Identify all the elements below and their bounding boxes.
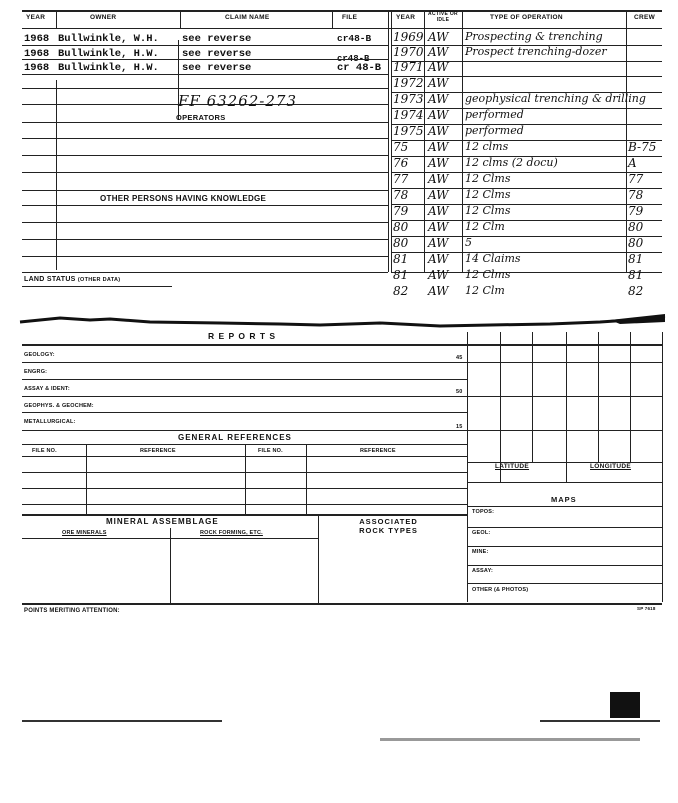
operation-year: 81 <box>393 252 409 266</box>
report-geology-label: GEOLOGY: <box>24 352 55 358</box>
operation-status: AW <box>428 124 449 138</box>
grid-line <box>630 332 631 462</box>
row-line <box>467 565 662 566</box>
operation-crew: A <box>628 156 637 170</box>
divider <box>170 528 171 604</box>
owner-row-3-claim: see reverse <box>182 62 252 74</box>
operation-type: Prospect trenching-dozer <box>465 45 607 58</box>
divider <box>388 10 389 272</box>
divider <box>56 80 57 270</box>
row-line <box>22 172 388 173</box>
col-file-header: FILE <box>342 14 358 21</box>
divider <box>467 332 468 602</box>
report-assay-label: ASSAY & IDENT: <box>24 386 70 392</box>
divider <box>86 444 87 514</box>
scan-artifact <box>380 738 640 741</box>
col-crew-header: CREW <box>634 14 656 21</box>
operation-year: 75 <box>393 140 409 154</box>
grid-line <box>467 362 662 363</box>
operation-crew: 80 <box>628 236 644 250</box>
gr-col-file-no-2: FILE NO. <box>258 448 283 454</box>
operation-type: 12 Clm <box>465 220 505 233</box>
operation-status: AW <box>428 108 449 122</box>
owner-row-3-file: cr 48-B <box>337 62 382 74</box>
divider <box>626 10 627 272</box>
operation-status: AW <box>428 92 449 106</box>
operation-status: AW <box>428 188 449 202</box>
operation-type: 12 Clms <box>465 188 511 201</box>
operation-type: performed <box>465 124 524 137</box>
rock-forming-label: ROCK FORMING, ETC. <box>200 530 263 536</box>
col-type-operation-header: TYPE OF OPERATION <box>490 14 563 21</box>
grid-line <box>566 332 567 482</box>
operation-crew: 77 <box>628 172 644 186</box>
operation-type: 12 Clms <box>465 172 511 185</box>
divider <box>424 10 425 272</box>
row-line <box>22 272 388 273</box>
mineral-assemblage-title: MINERAL ASSEMBLAGE <box>106 517 219 526</box>
grid-line <box>467 430 662 431</box>
divider <box>56 10 57 28</box>
scan-artifact <box>22 720 222 722</box>
operation-year: 1969 <box>393 30 424 44</box>
operation-crew: 81 <box>628 252 644 266</box>
operation-crew: 79 <box>628 204 644 218</box>
operation-status: AW <box>428 140 449 154</box>
scan-artifact <box>610 692 640 718</box>
operation-status: AW <box>428 204 449 218</box>
operation-type: 12 clms (2 docu) <box>465 156 558 169</box>
reports-title: R E P O R T S <box>208 331 277 341</box>
row-line <box>22 155 388 156</box>
operation-type: geophysical trenching & drilling <box>465 92 646 105</box>
row-line <box>22 514 467 516</box>
report-metallurgical-label: METALLURGICAL: <box>24 419 76 425</box>
row-line <box>22 239 388 240</box>
divider <box>306 444 307 514</box>
operation-year: 1973 <box>393 92 424 106</box>
row-line <box>22 379 467 380</box>
row-line <box>22 412 467 413</box>
divider <box>245 444 246 514</box>
operation-type: 12 Clms <box>465 204 511 217</box>
divider <box>462 10 463 272</box>
owner-row-2-year: 1968 <box>24 48 50 60</box>
row-line <box>467 527 662 528</box>
operation-type: Prospecting & trenching <box>465 30 603 43</box>
operation-status: AW <box>428 76 449 90</box>
report-geophys-label: GEOPHYS. & GEOCHEM: <box>24 403 94 409</box>
col-owner-header: OWNER <box>90 14 117 21</box>
maps-title: MAPS <box>551 495 577 504</box>
operation-type: 12 clms <box>465 140 509 153</box>
operation-status: AW <box>428 236 449 250</box>
operation-status: AW <box>428 172 449 186</box>
col-year2-header: YEAR <box>396 14 416 21</box>
land-status-label <box>24 276 120 283</box>
row-line <box>467 546 662 547</box>
divider <box>318 514 319 604</box>
gr-col-file-no-1: FILE NO. <box>32 448 57 454</box>
operation-status: AW <box>428 252 449 266</box>
points-meriting-attention-label: POINTS MERITING ATTENTION: <box>24 608 120 614</box>
maps-other-label: OTHER (& PHOTOS) <box>472 587 529 593</box>
other-persons-label: OTHER PERSONS HAVING KNOWLEDGE <box>100 194 267 203</box>
row-line <box>22 74 388 75</box>
latitude-label: LATITUDE <box>495 463 530 470</box>
operation-year: 78 <box>393 188 409 202</box>
row-line <box>22 430 467 431</box>
row-line <box>22 256 388 257</box>
operators-label: OPERATORS <box>176 113 226 122</box>
report-geology-num: 45 <box>456 355 463 361</box>
operation-type: 5 <box>465 236 472 249</box>
operation-year: 76 <box>393 156 409 170</box>
owner-row-2-claim: see reverse <box>182 48 252 60</box>
operation-status: AW <box>428 156 449 170</box>
owner-row-1-year: 1968 <box>24 33 50 45</box>
row-line <box>22 190 388 191</box>
col-active-idle-header: ACTIVE OR IDLE <box>428 11 458 23</box>
land-status-title: LAND STATUS <box>24 276 76 283</box>
ore-minerals-label: ORE MINERALS <box>62 530 107 536</box>
row-line <box>22 45 388 46</box>
row-line <box>22 88 388 89</box>
operation-crew: 78 <box>628 188 644 202</box>
torn-edge <box>20 310 665 340</box>
owner-row-2-file: cr48-B <box>337 54 370 64</box>
grid-line <box>467 482 662 483</box>
owner-row-1-owner: Bullwinkle, W.H. <box>58 33 159 45</box>
operation-type: performed <box>465 108 524 121</box>
maps-topos-label: TOPOS: <box>472 509 495 515</box>
operation-type: 12 Clm <box>465 284 505 297</box>
other-persons-underline <box>22 205 388 206</box>
grid-line <box>532 332 533 462</box>
operation-status: AW <box>428 45 449 59</box>
row-line <box>22 138 388 139</box>
operation-year: 1974 <box>393 108 424 122</box>
general-references-title: GENERAL REFERENCES <box>178 433 292 442</box>
operation-year: 82 <box>393 284 409 298</box>
operation-status: AW <box>428 220 449 234</box>
report-assay-num: 50 <box>456 389 463 395</box>
report-metallurgical-num: 15 <box>456 424 463 430</box>
operation-status: AW <box>428 268 449 282</box>
longitude-label: LONGITUDE <box>590 463 631 470</box>
divider <box>180 10 181 28</box>
header-underline <box>22 28 662 29</box>
owner-row-3-year: 1968 <box>24 62 50 74</box>
top-border <box>22 10 662 12</box>
owner-row-3-owner: Bullwinkle, H.W. <box>58 62 159 74</box>
owner-row-1-file: cr48-B <box>337 33 372 44</box>
col-year-header: YEAR <box>26 14 46 21</box>
land-status-underline <box>22 286 172 287</box>
operation-status: AW <box>428 284 449 298</box>
land-status-sub: (OTHER DATA) <box>77 277 121 283</box>
operators-underline <box>22 122 388 123</box>
owner-row-1-claim: see reverse <box>182 33 252 45</box>
operation-year: 1972 <box>393 76 424 90</box>
operation-crew: 81 <box>628 268 644 282</box>
operation-year: 1970 <box>393 45 424 59</box>
operation-year: 80 <box>393 220 409 234</box>
operation-year: 81 <box>393 268 409 282</box>
ff-number: FF 63262-273 <box>178 92 297 110</box>
operation-year: 79 <box>393 204 409 218</box>
operation-crew: 82 <box>628 284 644 298</box>
row-line <box>22 59 388 60</box>
operation-status: AW <box>428 30 449 44</box>
maps-assay-label: ASSAY: <box>472 568 494 574</box>
row-line <box>22 362 467 363</box>
operation-year: 80 <box>393 236 409 250</box>
gr-col-reference-1: REFERENCE <box>140 448 176 454</box>
operation-crew: B-75 <box>628 140 657 154</box>
associated-rock-types-title: ASSOCIATED ROCK TYPES <box>359 517 418 535</box>
divider <box>391 10 392 272</box>
operation-year: 1975 <box>393 124 424 138</box>
grid-line <box>467 396 662 397</box>
row-line <box>22 396 467 397</box>
report-engrg-label: ENGRG: <box>24 369 48 375</box>
row-line <box>467 506 662 507</box>
grid-line <box>598 332 599 462</box>
col-claim-name-header: CLAIM NAME <box>225 14 270 21</box>
row-line <box>467 583 662 584</box>
operation-year: 77 <box>393 172 409 186</box>
operation-type: 12 Clms <box>465 268 511 281</box>
operation-type: 14 Claims <box>465 252 521 265</box>
maps-mine-label: MINE: <box>472 549 489 555</box>
owner-row-2-owner: Bullwinkle, H.W. <box>58 48 159 60</box>
operation-crew: 80 <box>628 220 644 234</box>
gr-col-reference-2: REFERENCE <box>360 448 396 454</box>
divider <box>662 332 663 602</box>
bottom-border <box>22 603 662 605</box>
maps-geol-label: GEOL: <box>472 530 491 536</box>
divider <box>332 10 333 28</box>
row-line <box>22 222 388 223</box>
scan-artifact <box>540 720 660 722</box>
operation-year: 1971 <box>393 60 424 74</box>
operation-status: AW <box>428 60 449 74</box>
grid-line <box>500 332 501 482</box>
form-code: SP 7618 <box>637 606 656 611</box>
